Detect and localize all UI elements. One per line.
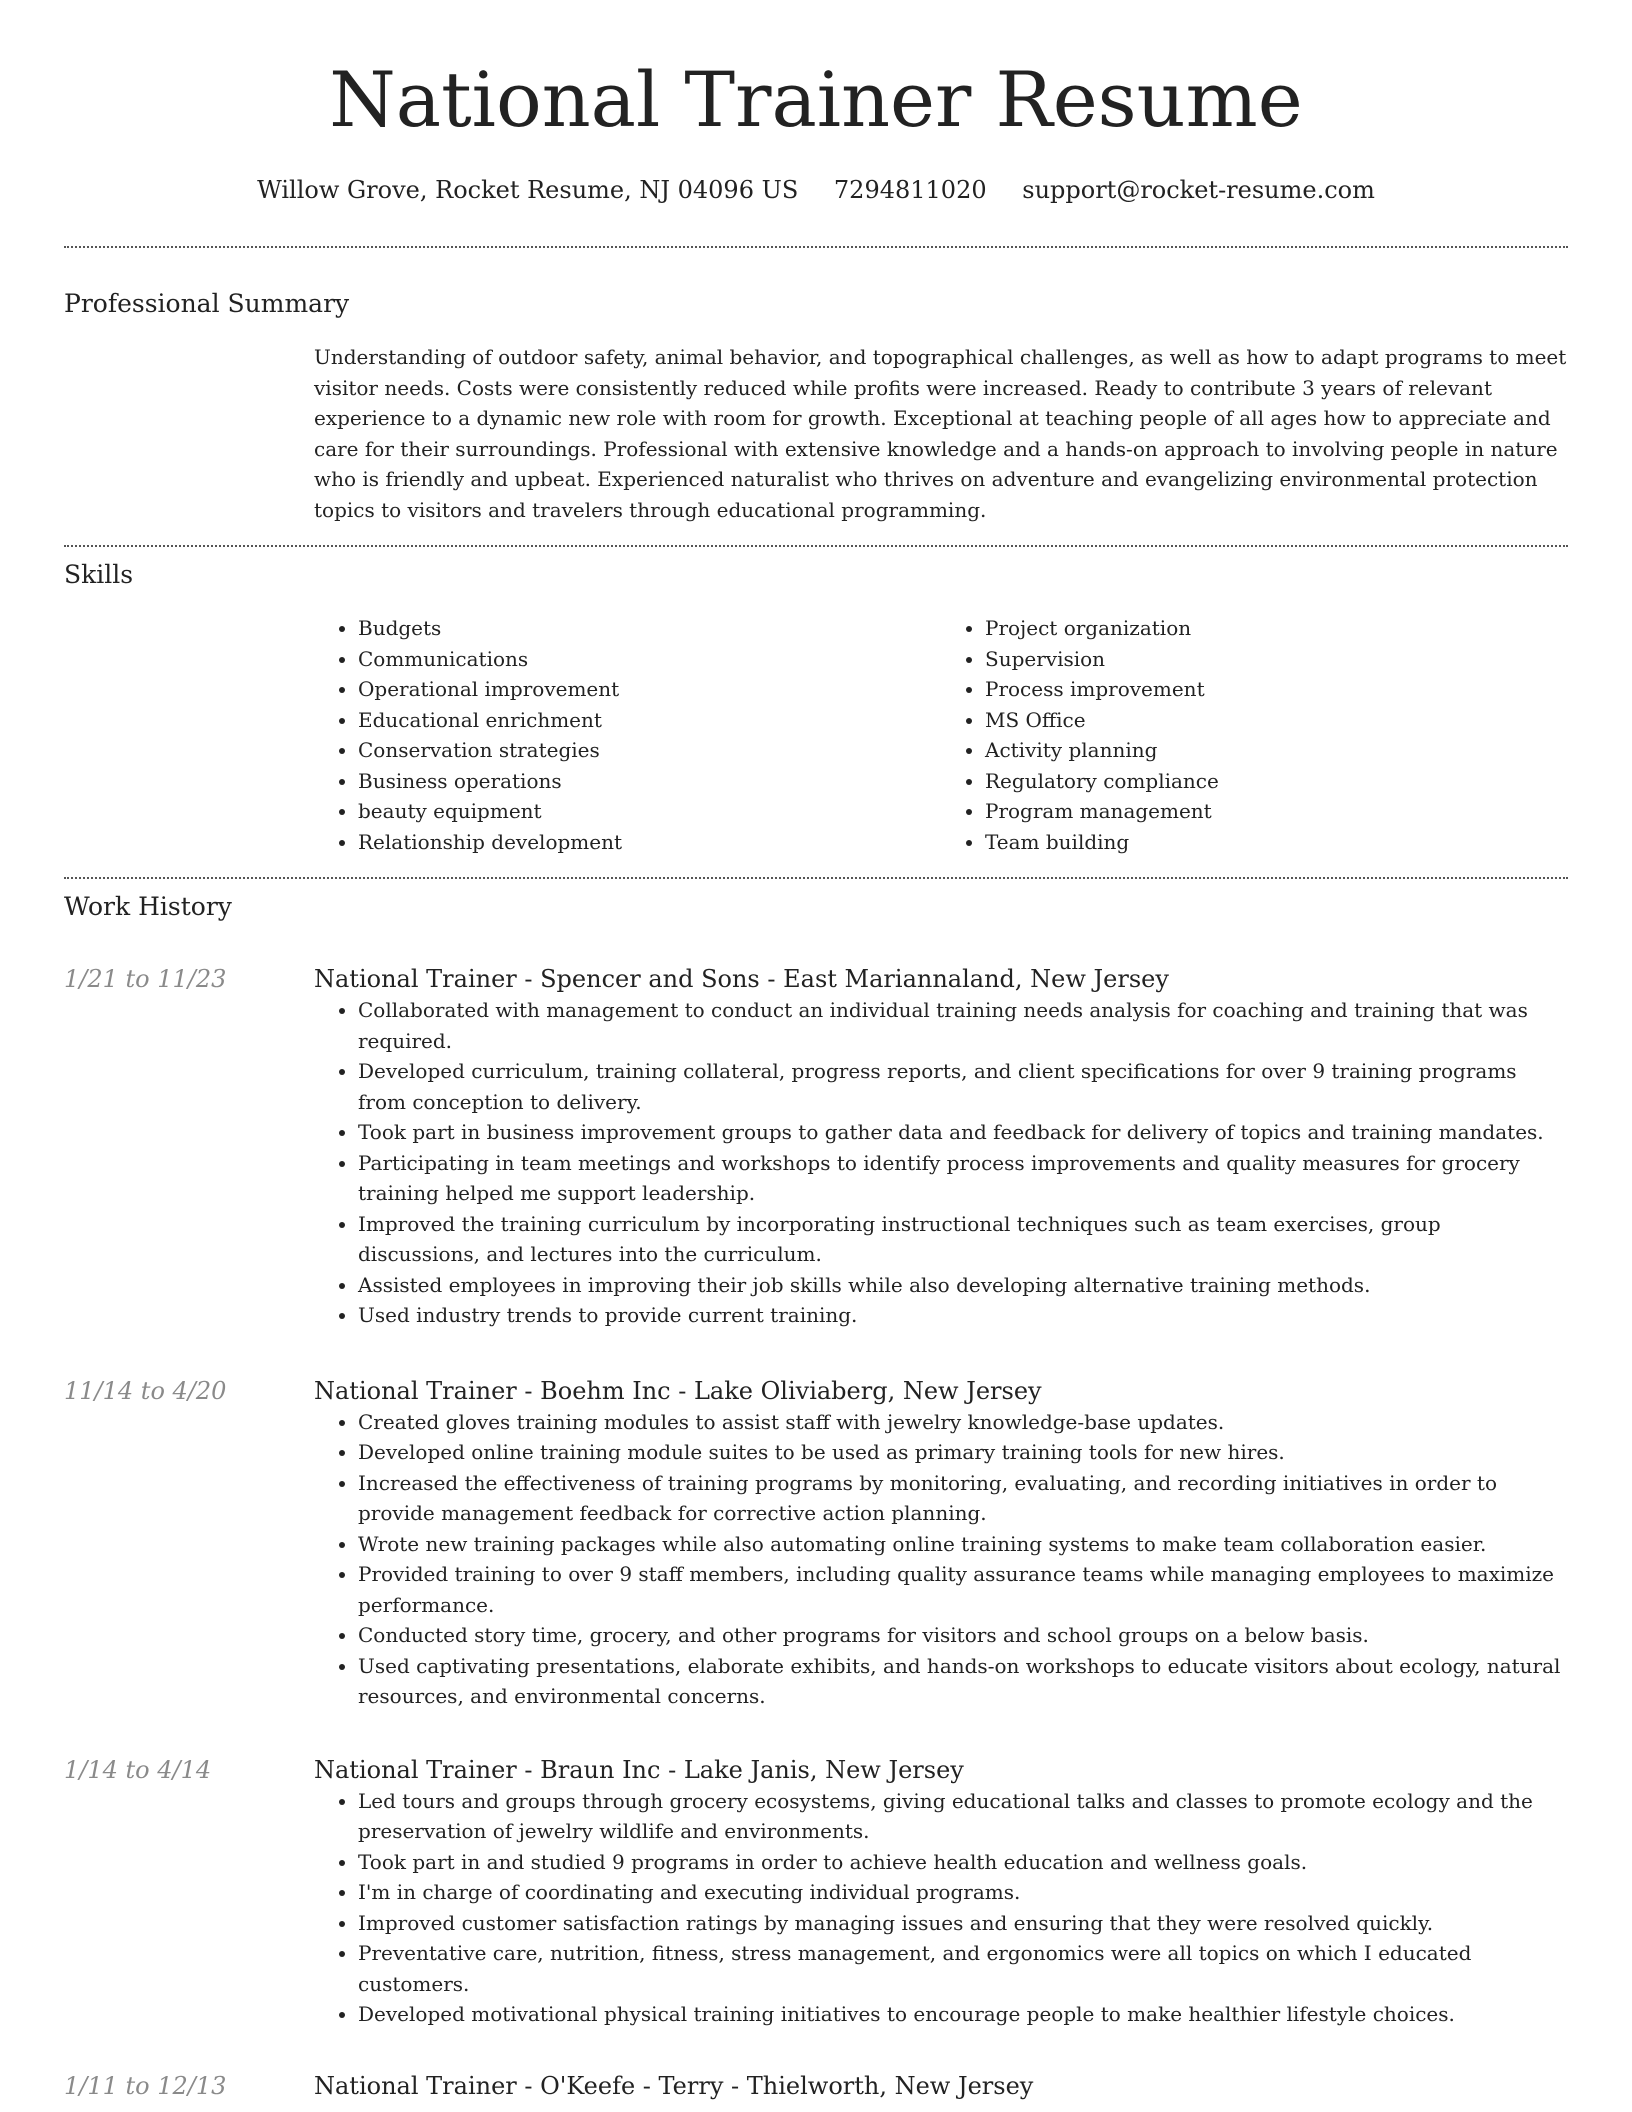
job-date: 1/14 to 4/14	[64, 1755, 212, 1784]
work-history-section	[64, 963, 1568, 2102]
skill-item: • Budgets	[358, 613, 941, 644]
skill-item: • Communications	[358, 644, 941, 675]
skills-grid	[314, 613, 1568, 857]
job-bullet: • Preventative care, nutrition, fitness, stress management, and ergonomics were all topics on which I educated customers.	[358, 1938, 1568, 1999]
divider-skills	[64, 877, 1568, 879]
work-heading: Work History	[64, 892, 232, 921]
skill-item: • Conservation strategies	[358, 735, 941, 766]
skill-item: • Supervision	[985, 644, 1568, 675]
job-bullet: • Participating in team meetings and workshops to identify process improvements and quality measures for grocery training helped me support leadership.	[358, 1148, 1568, 1209]
job-bullet: • Assisted employees in improving their job skills while also developing alternative training methods.	[358, 1270, 1568, 1301]
job-entry	[64, 1375, 1568, 1712]
job-bullet: • Developed curriculum, training collateral, progress reports, and client specifications for over 9 training programs from conception to delivery.	[358, 1056, 1568, 1117]
job-bullet-list	[314, 1786, 1568, 2030]
job-bullet: • Conducted story time, grocery, and other programs for visitors and school groups on a below basis.	[358, 1620, 1568, 1651]
skill-item: • Business operations	[358, 766, 941, 797]
job-bullet: • Developed online training module suites to be used as primary training tools for new hires.	[358, 1437, 1568, 1468]
job-date: 1/11 to 12/13	[64, 2071, 227, 2100]
job-bullet: • Increased the effectiveness of training programs by monitoring, evaluating, and recording initiatives in order to provide management feedback for corrective action planning.	[358, 1468, 1568, 1529]
skill-item: • Operational improvement	[358, 674, 941, 705]
job-details	[314, 2070, 1568, 2102]
contact-address: Willow Grove, Rocket Resume, NJ 04096 US	[257, 176, 799, 204]
skill-item: • beauty equipment	[358, 796, 941, 827]
job-details	[314, 1375, 1568, 1712]
skill-item: • Program management	[985, 796, 1568, 827]
contact-line	[64, 174, 1568, 206]
divider-summary	[64, 545, 1568, 547]
skill-item: • Regulatory compliance	[985, 766, 1568, 797]
job-bullet-list	[314, 995, 1568, 1331]
skill-item: • MS Office	[985, 705, 1568, 736]
skill-item: • Relationship development	[358, 827, 941, 858]
job-date: 1/21 to 11/23	[64, 965, 227, 993]
job-bullet: • Improved customer satisfaction ratings by managing issues and ensuring that they were resolved quickly.	[358, 1908, 1568, 1939]
job-bullet: • Took part in and studied 9 programs in order to achieve health education and wellness goals.	[358, 1847, 1568, 1878]
job-bullet: • Led tours and groups through grocery ecosystems, giving educational talks and classes to promote ecology and the preservation of jewelry wildlife and environments.	[358, 1786, 1568, 1847]
job-entry	[64, 1754, 1568, 2030]
skills-list-left	[314, 613, 941, 857]
summary-section	[314, 342, 1568, 525]
job-details	[314, 963, 1568, 1331]
skills-list-right	[941, 613, 1568, 857]
skills-section	[314, 613, 1568, 857]
divider-header	[64, 246, 1568, 248]
resume-page	[64, 0, 1568, 2102]
job-bullet: • Wrote new training packages while also automating online training systems to make team collaboration easier.	[358, 1529, 1568, 1560]
skills-heading: Skills	[64, 560, 134, 589]
job-bullet: • Developed motivational physical training initiatives to encourage people to make healthier lifestyle choices.	[358, 1999, 1568, 2030]
job-bullet: • Used captivating presentations, elaborate exhibits, and hands-on workshops to educate visitors about ecology, natural resources, and environmental concerns.	[358, 1651, 1568, 1712]
job-bullet-list	[314, 1407, 1568, 1712]
resume-title: National Trainer Resume	[329, 55, 1303, 144]
job-details	[314, 1754, 1568, 2030]
job-bullet: • Improved the training curriculum by incorporating instructional techniques such as team exercises, group discussions, and lectures into the curriculum.	[358, 1209, 1568, 1270]
job-title: National Trainer - Spencer and Sons - East Mariannaland, New Jersey	[314, 965, 1169, 993]
contact-email: support@rocket-resume.com	[1022, 176, 1375, 204]
job-entry	[64, 2070, 1568, 2102]
job-bullet: • Created gloves training modules to assist staff with jewelry knowledge-base updates.	[358, 1407, 1568, 1438]
skill-item: • Educational enrichment	[358, 705, 941, 736]
job-date: 11/14 to 4/20	[64, 1376, 227, 1405]
skill-item: • Team building	[985, 827, 1568, 858]
job-title: National Trainer - Braun Inc - Lake Janis, New Jersey	[314, 1755, 964, 1784]
summary-text: Understanding of outdoor safety, animal behavior, and topographical challenges, as well as how to adapt programs to meet visitor needs. Costs were consistently reduced while profits were increased. Ready to contribute 3 years of relevant experience to a dynamic new role with room for growth. Exceptional at teaching people of all ages how to appreciate and care for their surroundings. Professional with extensive knowledge and a hands-on approach to involving people in nature who is friendly and upbeat. Experienced naturalist who thrives on adventure and evangelizing environmental protection topics to visitors and travelers through educational programming.	[314, 345, 1567, 522]
skill-item: • Project organization	[985, 613, 1568, 644]
summary-heading: Professional Summary	[64, 289, 350, 318]
skill-item: • Activity planning	[985, 735, 1568, 766]
job-bullet: • I'm in charge of coordinating and executing individual programs.	[358, 1877, 1568, 1908]
contact-phone: 7294811020	[833, 176, 987, 204]
job-bullet: • Used industry trends to provide current training.	[358, 1300, 1568, 1331]
job-bullet: • Collaborated with management to conduct an individual training needs analysis for coaching and training that was required.	[358, 995, 1568, 1056]
skill-item: • Process improvement	[985, 674, 1568, 705]
job-bullet: • Provided training to over 9 staff members, including quality assurance teams while managing employees to maximize performance.	[358, 1559, 1568, 1620]
job-bullet: • Took part in business improvement groups to gather data and feedback for delivery of topics and training mandates.	[358, 1117, 1568, 1148]
job-title: National Trainer - O'Keefe - Terry - Thielworth, New Jersey	[314, 2071, 1034, 2100]
job-title: National Trainer - Boehm Inc - Lake Oliviaberg, New Jersey	[314, 1376, 1042, 1405]
job-entry	[64, 963, 1568, 1331]
